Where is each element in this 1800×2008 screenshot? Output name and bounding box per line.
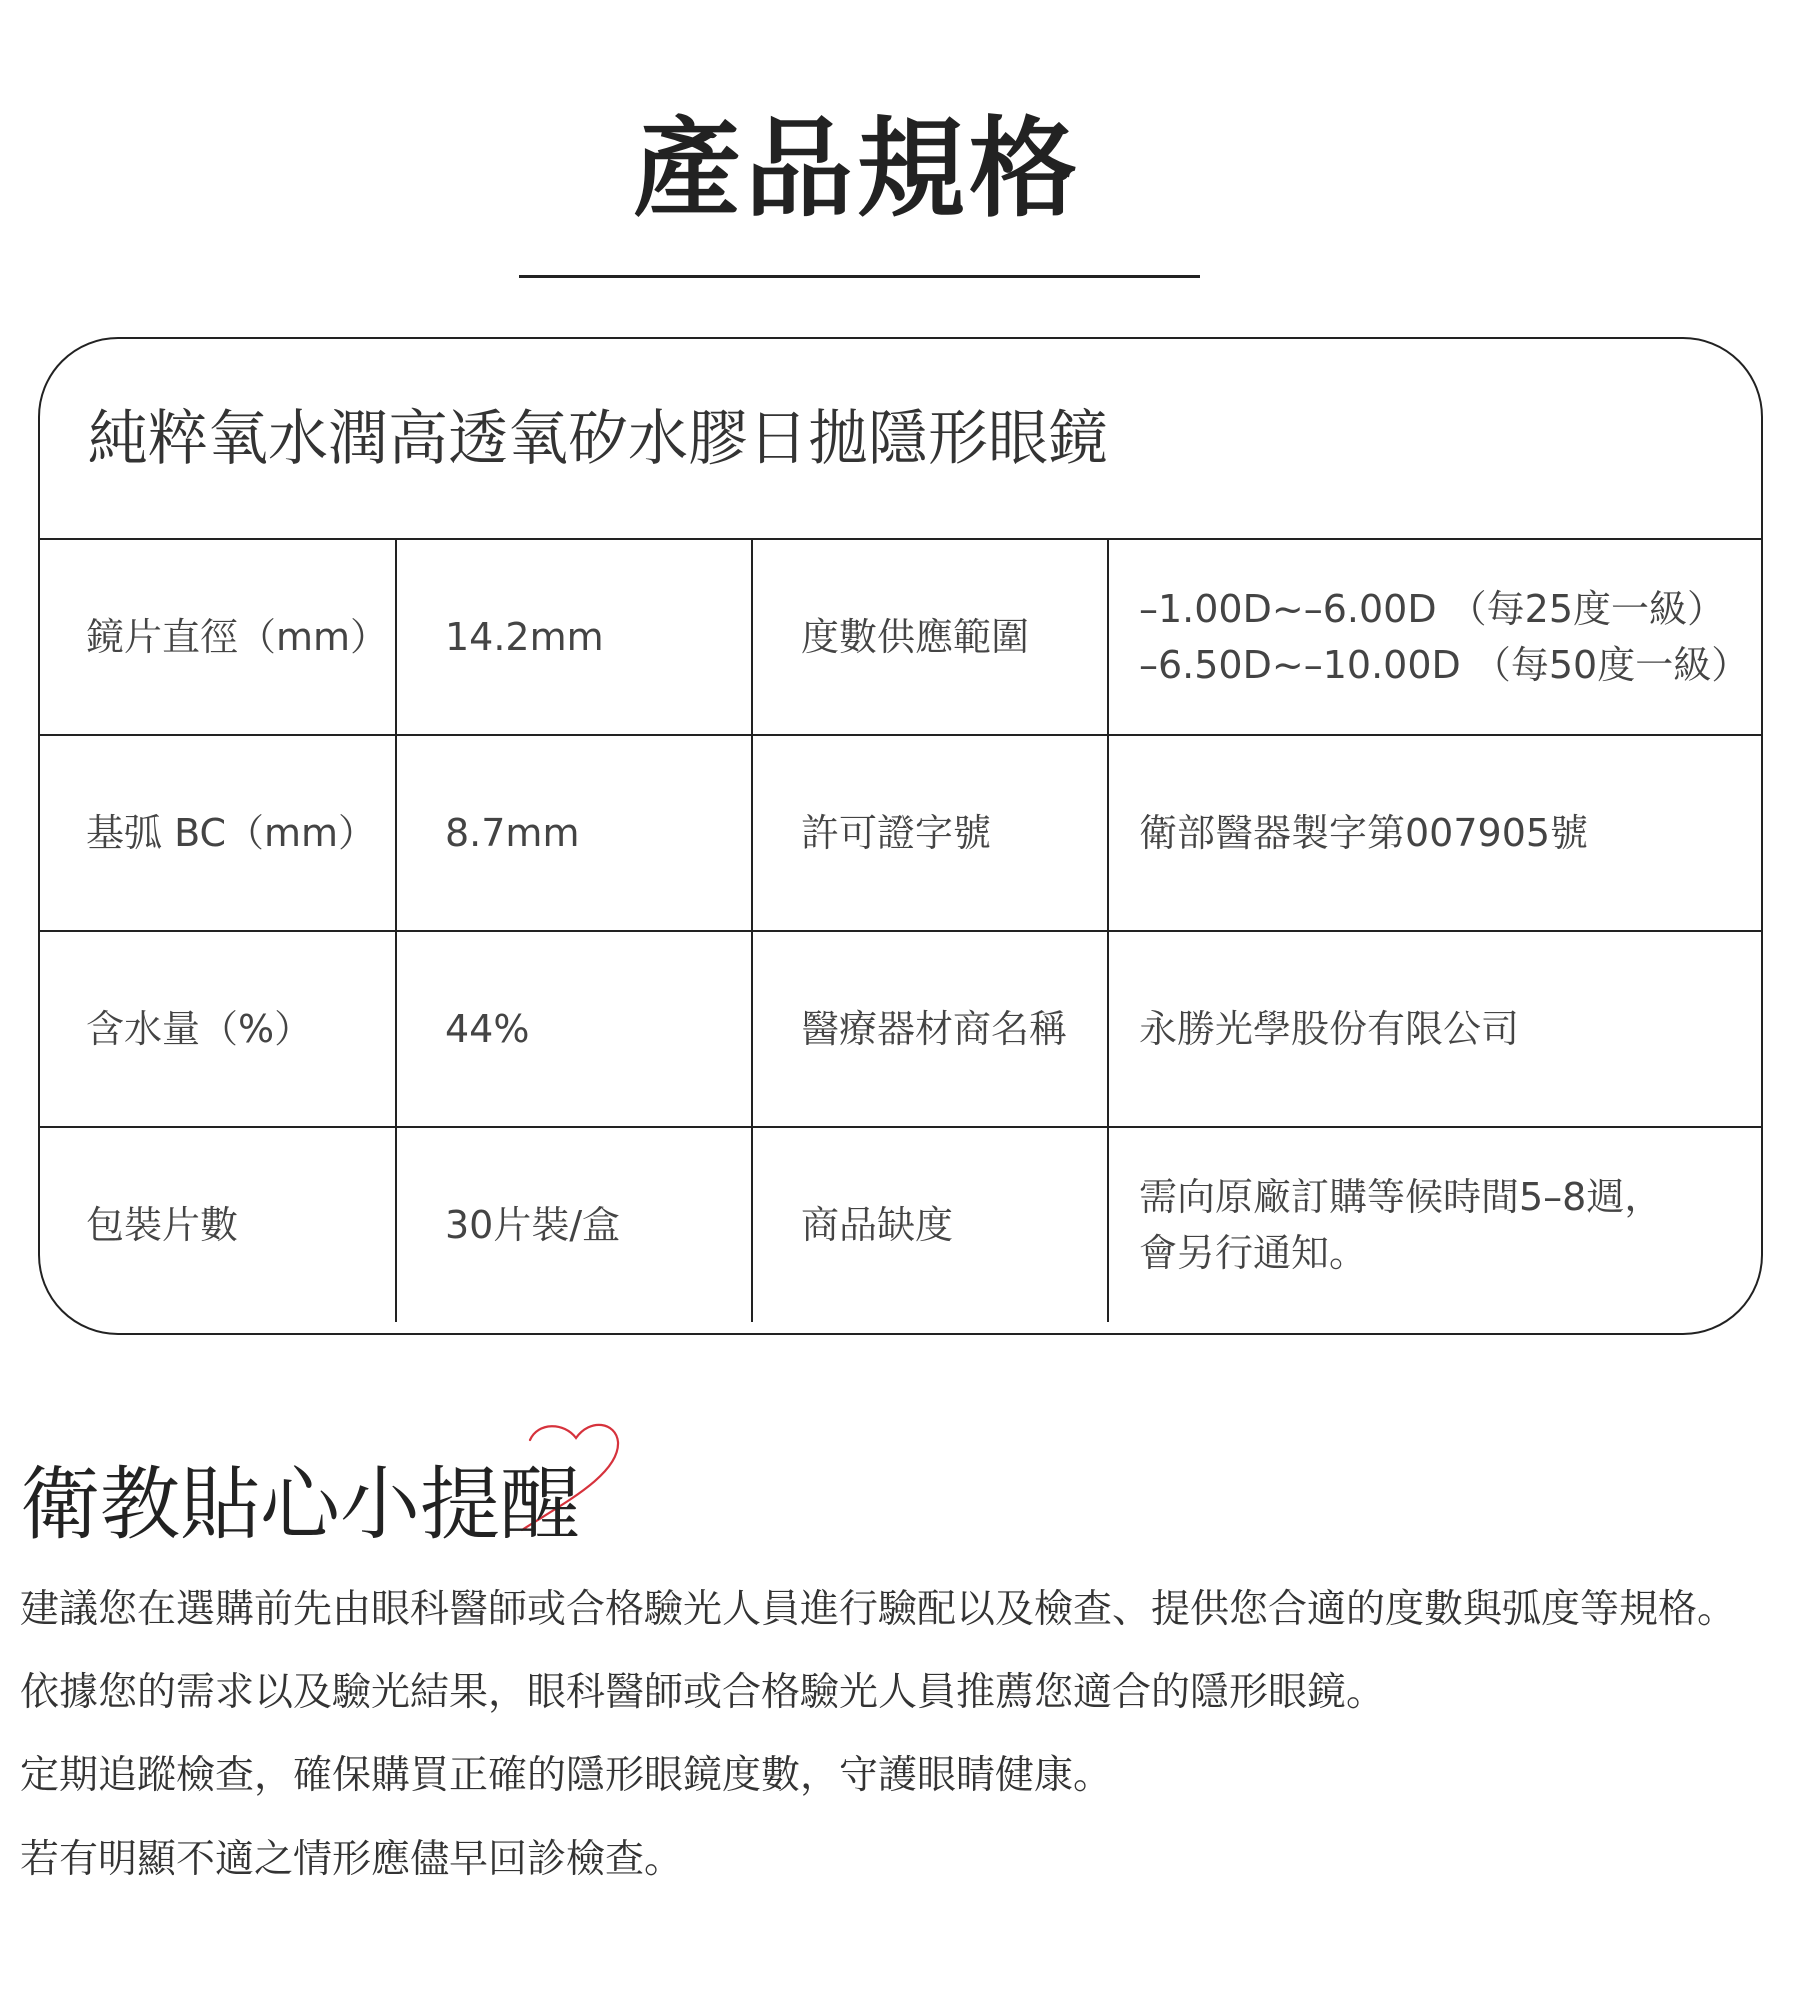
table-row (40, 735, 1763, 931)
title-underline (519, 275, 1200, 278)
spec-label-out-of-stock: 商品缺度 (752, 1127, 1108, 1322)
table-row (40, 931, 1763, 1127)
tips-heading: 衛教貼心小提醒 (20, 1458, 580, 1551)
spec-label-base-curve: 基弧 BC（mm） (40, 735, 396, 931)
table-row (40, 1127, 1763, 1322)
spec-value-base-curve: 8.7mm (396, 735, 752, 931)
spec-label-package: 包裝片數 (40, 1127, 396, 1322)
spec-table (40, 538, 1763, 1322)
spec-value-package: 30片裝/盒 (396, 1127, 752, 1322)
spec-value-power-range (1108, 539, 1763, 735)
tips-line: 建議您在選購前先由眼科醫師或合格驗光人員進行驗配以及檢查、提供您合適的度數與弧度等規格。 (20, 1587, 1737, 1632)
spec-label-manufacturer: 醫療器材商名稱 (752, 931, 1108, 1127)
spec-label-power-range: 度數供應範圍 (752, 539, 1108, 735)
spec-label-license: 許可證字號 (752, 735, 1108, 931)
page-title: 產品規格 (632, 107, 1081, 232)
power-range-line: –6.50D~–10.00D （每50度一級） (1139, 643, 1750, 687)
tips-line: 定期追蹤檢查，確保購買正確的隱形眼鏡度數，守護眼睛健康。 (20, 1753, 1113, 1798)
spec-value-out-of-stock (1108, 1127, 1763, 1322)
tips-line: 若有明顯不適之情形應儘早回診檢查。 (20, 1837, 684, 1882)
spec-value-diameter: 14.2mm (396, 539, 752, 735)
spec-value-water-content: 44% (396, 931, 752, 1127)
license-line: 衛部醫器製字第007905號 (1139, 811, 1589, 855)
product-name: 純粹氧水潤高透氧矽水膠日拋隱形眼鏡 (88, 404, 1108, 474)
spec-label-diameter: 鏡片直徑（mm） (40, 539, 396, 735)
table-row (40, 539, 1763, 735)
spec-value-manufacturer (1108, 931, 1763, 1127)
tips-line: 依據您的需求以及驗光結果，眼科醫師或合格驗光人員推薦您適合的隱形眼鏡。 (20, 1670, 1386, 1715)
manufacturer-line: 永勝光學股份有限公司 (1139, 1007, 1520, 1051)
spec-card (38, 337, 1763, 1335)
spec-value-license (1108, 735, 1763, 931)
power-range-line: –1.00D~–6.00D （每25度一級） (1139, 587, 1726, 631)
spec-label-water-content: 含水量（%） (40, 931, 396, 1127)
out-of-stock-line: 會另行通知。 (1139, 1231, 1368, 1275)
out-of-stock-line: 需向原廠訂購等候時間5–8週， (1139, 1175, 1663, 1219)
